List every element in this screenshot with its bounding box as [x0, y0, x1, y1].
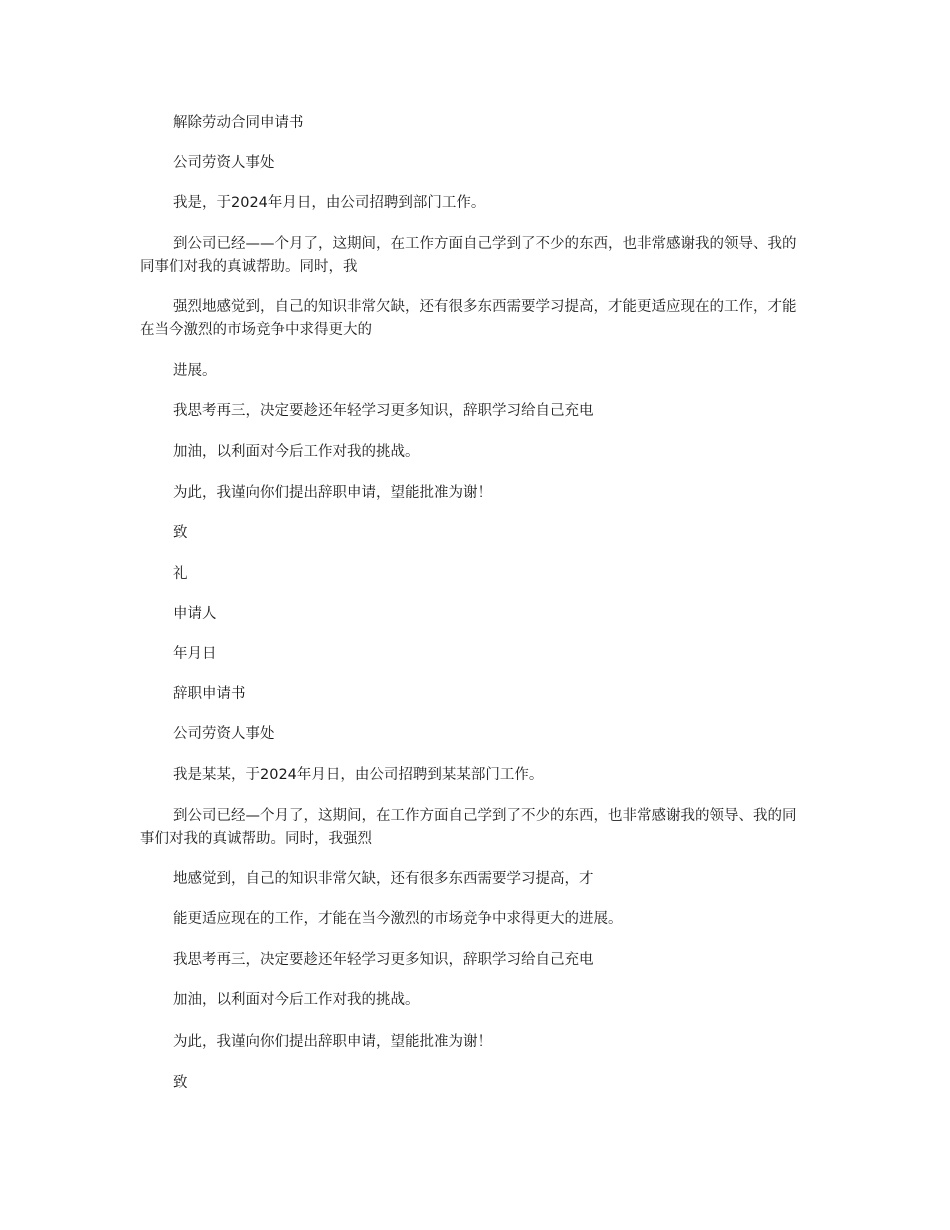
- paragraph-progress-2: 能更适应现在的工作，才能在当今激烈的市场竞争中求得更大的进展。: [173, 911, 623, 927]
- paragraph-realization-1: 强烈地感觉到，自己的知识非常欠缺，还有很多东西需要学习提高，才能更适应现在的工作，才能在当今激烈的市场竞争中求得更大的: [140, 299, 797, 338]
- salutation-zhi-1: 致: [173, 525, 188, 541]
- recipient-1: 公司劳资人事处: [173, 155, 275, 171]
- paragraph-progress-1: 进展。: [173, 363, 217, 379]
- document-title-1: 解除劳动合同申请书: [173, 115, 304, 131]
- paragraph-decision-2: 我思考再三，决定要趁还年轻学习更多知识，辞职学习给自己充电: [173, 952, 594, 968]
- applicant-label: 申请人: [173, 606, 217, 622]
- paragraph-intro-2: 我是某某，于2024年月日，由公司招聘到某某部门工作。: [173, 767, 544, 783]
- salutation-zhi-2: 致: [173, 1075, 188, 1091]
- recipient-2: 公司劳资人事处: [173, 726, 275, 742]
- paragraph-experience-1: 到公司已经——个月了，这期间，在工作方面自己学到了不少的东西，也非常感谢我的领导、我的同事们对我的真诚帮助。同时，我: [140, 236, 797, 275]
- document-title-2: 辞职申请书: [173, 686, 246, 702]
- date-line: 年月日: [173, 646, 217, 662]
- paragraph-request-2: 为此，我谨向你们提出辞职申请，望能批准为谢！: [173, 1034, 492, 1050]
- paragraph-intro-1: 我是，于2024年月日，由公司招聘到部门工作。: [173, 195, 486, 211]
- paragraph-decision-1: 我思考再三，决定要趁还年轻学习更多知识，辞职学习给自己充电: [173, 403, 594, 419]
- salutation-li-1: 礼: [173, 566, 188, 582]
- paragraph-request-1: 为此，我谨向你们提出辞职申请，望能批准为谢！: [173, 485, 492, 501]
- paragraph-challenge-2: 加油，以利面对今后工作对我的挑战。: [173, 992, 420, 1008]
- paragraph-realization-2: 地感觉到，自己的知识非常欠缺，还有很多东西需要学习提高，才: [173, 871, 594, 887]
- paragraph-challenge-1: 加油，以利面对今后工作对我的挑战。: [173, 444, 420, 460]
- paragraph-experience-2: 到公司已经—个月了，这期间，在工作方面自己学到了不少的东西，也非常感谢我的领导、我的同事们对我的真诚帮助。同时，我强烈: [140, 808, 797, 847]
